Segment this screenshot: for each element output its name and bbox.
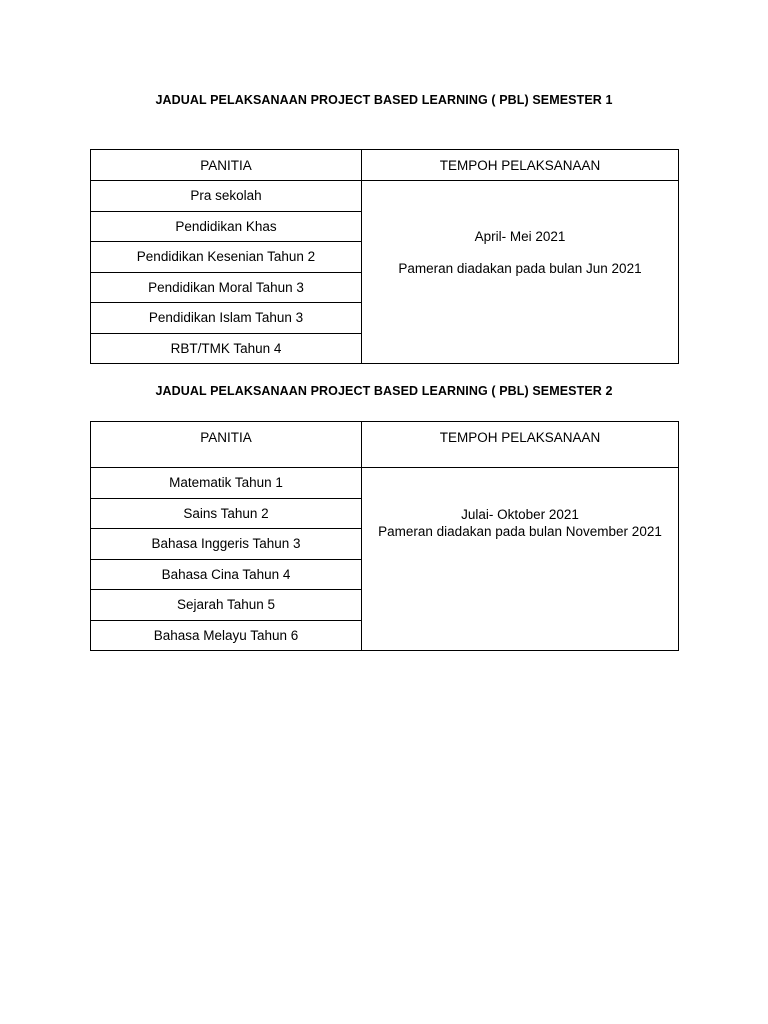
semester-1-heading: JADUAL PELAKSANAAN PROJECT BASED LEARNING ( PBL) SEMESTER 1 — [155, 93, 613, 107]
column-header-tempoh: TEMPOH PELAKSANAAN — [362, 150, 679, 181]
panitia-cell: Pendidikan Moral Tahun 3 — [91, 272, 362, 303]
tempoh-period: Julai- Oktober 2021 — [461, 507, 579, 522]
tempoh-cell — [362, 181, 679, 364]
tempoh-exhibition: Pameran diadakan pada bulan November 2021 — [378, 524, 662, 539]
panitia-cell: Bahasa Melayu Tahun 6 — [91, 620, 362, 651]
panitia-cell: Matematik Tahun 1 — [91, 468, 362, 499]
panitia-cell: Pendidikan Kesenian Tahun 2 — [91, 242, 362, 273]
semester-2-table — [90, 421, 679, 651]
panitia-cell: Pendidikan Khas — [91, 211, 362, 242]
panitia-cell: Pendidikan Islam Tahun 3 — [91, 303, 362, 334]
table-header-row — [91, 150, 679, 181]
column-header-panitia: PANITIA — [91, 422, 362, 468]
column-header-tempoh: TEMPOH PELAKSANAAN — [362, 422, 679, 468]
panitia-cell: Sains Tahun 2 — [91, 498, 362, 529]
panitia-cell: RBT/TMK Tahun 4 — [91, 333, 362, 364]
semester-2-heading: JADUAL PELAKSANAAN PROJECT BASED LEARNING ( PBL) SEMESTER 2 — [155, 384, 613, 398]
column-header-panitia: PANITIA — [91, 150, 362, 181]
panitia-cell: Bahasa Cina Tahun 4 — [91, 559, 362, 590]
tempoh-period: April- Mei 2021 — [474, 229, 566, 244]
panitia-cell: Bahasa Inggeris Tahun 3 — [91, 529, 362, 560]
table-row — [91, 181, 679, 212]
tempoh-cell — [362, 468, 679, 651]
table-row — [91, 468, 679, 499]
panitia-cell: Sejarah Tahun 5 — [91, 590, 362, 621]
table-header-row — [91, 422, 679, 468]
panitia-cell: Pra sekolah — [91, 181, 362, 212]
tempoh-exhibition: Pameran diadakan pada bulan Jun 2021 — [398, 261, 642, 276]
semester-1-table — [90, 149, 679, 364]
